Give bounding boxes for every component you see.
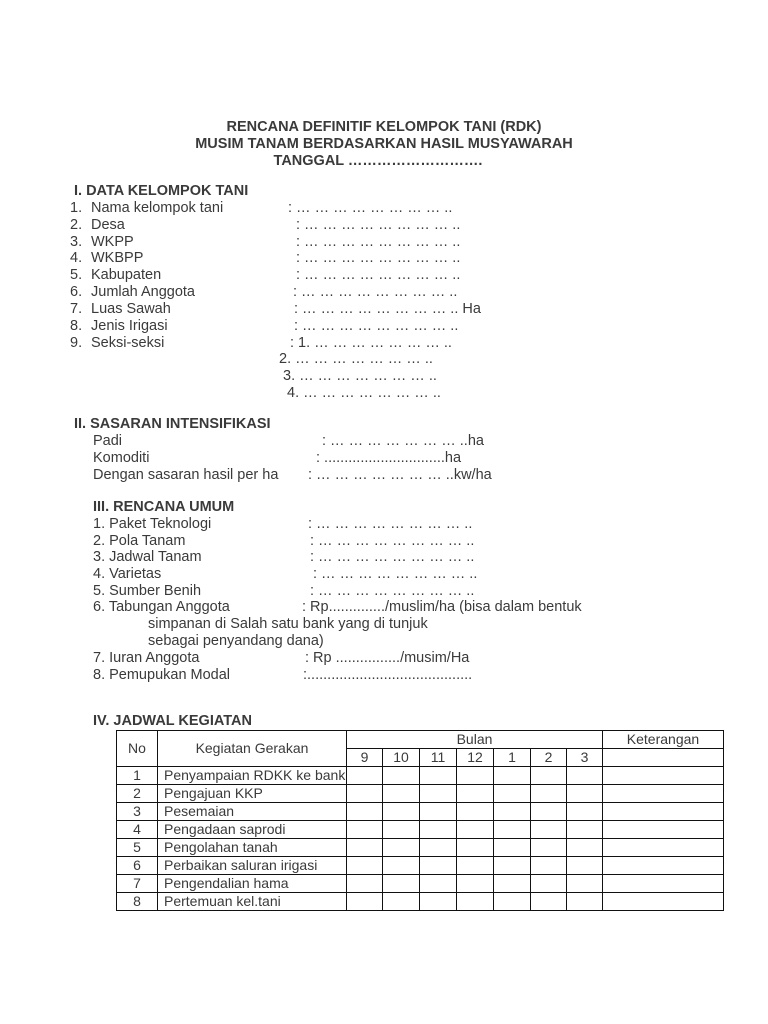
plan-value: :......................................... bbox=[303, 667, 473, 683]
section1-heading: I. DATA KELOMPOK TANI bbox=[74, 183, 249, 199]
month-cell bbox=[531, 785, 567, 803]
item-value: : … … … … … … … … .. bbox=[288, 200, 453, 216]
item-number: 4. bbox=[70, 250, 83, 266]
month-header: 10 bbox=[383, 749, 420, 767]
row-kegiatan: Pesemaian bbox=[158, 803, 347, 821]
month-cell bbox=[531, 893, 567, 911]
row-kegiatan: Pertemuan kel.tani bbox=[158, 893, 347, 911]
item-label: Jenis Irigasi bbox=[91, 318, 168, 334]
month-cell bbox=[420, 821, 457, 839]
item-value: : … … … … … … … … .. bbox=[296, 250, 461, 266]
row-number: 2 bbox=[117, 785, 158, 803]
month-header: 11 bbox=[420, 749, 457, 767]
item-label: Seksi-seksi bbox=[91, 335, 165, 351]
section3-heading: III. RENCANA UMUM bbox=[93, 499, 235, 515]
month-cell bbox=[494, 839, 531, 857]
item-label: Desa bbox=[91, 217, 125, 233]
month-cell bbox=[347, 839, 383, 857]
keterangan-cell bbox=[603, 839, 724, 857]
row-kegiatan: Pengadaan saprodi bbox=[158, 821, 347, 839]
month-cell bbox=[347, 875, 383, 893]
month-cell bbox=[531, 857, 567, 875]
month-cell bbox=[567, 875, 603, 893]
item-number: 9. bbox=[70, 335, 83, 351]
keterangan-cell bbox=[603, 875, 724, 893]
row-kegiatan: Penyampaian RDKK ke bank bbox=[158, 767, 347, 785]
plan-label: 7. Iuran Anggota bbox=[93, 650, 200, 666]
table-row bbox=[117, 803, 724, 821]
table-row bbox=[117, 893, 724, 911]
month-cell bbox=[531, 767, 567, 785]
month-cell bbox=[494, 803, 531, 821]
table-row bbox=[117, 857, 724, 875]
month-cell bbox=[457, 893, 494, 911]
item-number: 1. bbox=[70, 200, 83, 216]
plan-label: 1. Paket Teknologi bbox=[93, 516, 212, 532]
keterangan-cell bbox=[603, 803, 724, 821]
target-label: Padi bbox=[93, 433, 123, 449]
month-cell bbox=[457, 803, 494, 821]
item-label: Luas Sawah bbox=[91, 301, 171, 317]
plan-value: : Rp............../muslim/ha (bisa dalam bentuk bbox=[302, 599, 582, 615]
item-value: : 1. … … … … … … … .. bbox=[290, 335, 452, 351]
month-cell bbox=[347, 767, 383, 785]
doc-title-line3: TANGGAL ………………………. bbox=[273, 153, 483, 169]
item-number: 3. bbox=[70, 234, 83, 250]
month-cell bbox=[494, 821, 531, 839]
doc-title-line1: RENCANA DEFINITIF KELOMPOK TANI (RDK) bbox=[226, 119, 542, 135]
item-value: : … … … … … … … … .. bbox=[296, 267, 461, 283]
row-number: 1 bbox=[117, 767, 158, 785]
header-bulan: Bulan bbox=[347, 731, 603, 749]
header-no: No bbox=[117, 731, 158, 767]
item-label: WKBPP bbox=[91, 250, 144, 266]
month-cell bbox=[531, 875, 567, 893]
month-header: 12 bbox=[457, 749, 494, 767]
month-header: 2 bbox=[531, 749, 567, 767]
item-value: : … … … … … … … … .. bbox=[296, 234, 461, 250]
item-value: : … … … … … … … … .. bbox=[293, 284, 458, 300]
month-cell bbox=[383, 821, 420, 839]
month-cell bbox=[457, 857, 494, 875]
item-number: 8. bbox=[70, 318, 83, 334]
item-number: 7. bbox=[70, 301, 83, 317]
item-label: Kabupaten bbox=[91, 267, 162, 283]
month-cell bbox=[347, 803, 383, 821]
plan-label: 8. Pemupukan Modal bbox=[93, 667, 231, 683]
month-cell bbox=[457, 785, 494, 803]
month-cell bbox=[531, 821, 567, 839]
month-header: 1 bbox=[494, 749, 531, 767]
month-cell bbox=[457, 839, 494, 857]
keterangan-cell bbox=[603, 821, 724, 839]
keterangan-cell bbox=[603, 893, 724, 911]
item-number: 6. bbox=[70, 284, 83, 300]
month-cell bbox=[494, 893, 531, 911]
plan-label: 6. Tabungan Anggota bbox=[93, 599, 230, 615]
section4-heading: IV. JADWAL KEGIATAN bbox=[93, 713, 252, 729]
target-label: Komoditi bbox=[93, 450, 150, 466]
header-kegiatan: Kegiatan Gerakan bbox=[158, 731, 347, 767]
plan-value: : … … … … … … … … .. bbox=[313, 566, 478, 582]
month-cell bbox=[420, 857, 457, 875]
item-label: WKPP bbox=[91, 234, 134, 250]
month-cell bbox=[420, 875, 457, 893]
month-cell bbox=[347, 785, 383, 803]
target-value: : … … … … … … … ..ha bbox=[322, 433, 484, 449]
item-label: Jumlah Anggota bbox=[91, 284, 195, 300]
table-row bbox=[117, 767, 724, 785]
plan-label: 3. Jadwal Tanam bbox=[93, 549, 202, 565]
row-number: 5 bbox=[117, 839, 158, 857]
target-value: : ..............................ha bbox=[316, 450, 462, 466]
table-row bbox=[117, 785, 724, 803]
month-cell bbox=[383, 767, 420, 785]
month-cell bbox=[383, 839, 420, 857]
row-number: 4 bbox=[117, 821, 158, 839]
doc-title-line2: MUSIM TANAM BERDASARKAN HASIL MUSYAWARAH bbox=[195, 136, 573, 152]
keterangan-subheader bbox=[603, 749, 724, 767]
item-value: : … … … … … … … … .. bbox=[294, 318, 459, 334]
month-cell bbox=[383, 893, 420, 911]
month-cell bbox=[457, 875, 494, 893]
row-kegiatan: Pengendalian hama bbox=[158, 875, 347, 893]
seksi-line: 2. … … … … … … … .. bbox=[279, 351, 433, 367]
month-cell bbox=[531, 803, 567, 821]
target-label: Dengan sasaran hasil per ha bbox=[93, 467, 279, 483]
month-cell bbox=[347, 893, 383, 911]
month-cell bbox=[567, 893, 603, 911]
table-row bbox=[117, 821, 724, 839]
month-cell bbox=[420, 893, 457, 911]
seksi-line: 4. … … … … … … … .. bbox=[287, 385, 441, 401]
target-value: : … … … … … … … ..kw/ha bbox=[308, 467, 492, 483]
month-cell bbox=[494, 785, 531, 803]
plan-label: 5. Sumber Benih bbox=[93, 583, 202, 599]
month-cell bbox=[457, 821, 494, 839]
month-cell bbox=[383, 875, 420, 893]
row-number: 3 bbox=[117, 803, 158, 821]
plan-value: : … … … … … … … … .. bbox=[310, 549, 475, 565]
keterangan-cell bbox=[603, 767, 724, 785]
month-cell bbox=[567, 857, 603, 875]
plan-value: : … … … … … … … … .. bbox=[310, 583, 475, 599]
month-cell bbox=[567, 785, 603, 803]
month-cell bbox=[347, 821, 383, 839]
month-cell bbox=[420, 839, 457, 857]
table-row bbox=[117, 839, 724, 857]
plan-label: 4. Varietas bbox=[93, 566, 162, 582]
month-cell bbox=[420, 803, 457, 821]
month-cell bbox=[383, 803, 420, 821]
row-number: 8 bbox=[117, 893, 158, 911]
month-cell bbox=[420, 785, 457, 803]
row-number: 6 bbox=[117, 857, 158, 875]
month-cell bbox=[383, 785, 420, 803]
month-cell bbox=[347, 857, 383, 875]
item-value: : … … … … … … … … .. Ha bbox=[294, 301, 481, 317]
plan-label: 2. Pola Tanam bbox=[93, 533, 186, 549]
month-cell bbox=[383, 857, 420, 875]
table-row bbox=[117, 875, 724, 893]
month-cell bbox=[567, 803, 603, 821]
month-cell bbox=[457, 767, 494, 785]
row-kegiatan: Pengolahan tanah bbox=[158, 839, 347, 857]
tabungan-cont2: sebagai penyandang dana) bbox=[148, 633, 324, 649]
row-number: 7 bbox=[117, 875, 158, 893]
item-number: 2. bbox=[70, 217, 83, 233]
month-header: 9 bbox=[347, 749, 383, 767]
month-cell bbox=[531, 839, 567, 857]
month-header: 3 bbox=[567, 749, 603, 767]
month-cell bbox=[567, 839, 603, 857]
item-label: Nama kelompok tani bbox=[91, 200, 224, 216]
item-number: 5. bbox=[70, 267, 83, 283]
tabungan-cont1: simpanan di Salah satu bank yang di tunjuk bbox=[148, 616, 428, 632]
item-value: : … … … … … … … … .. bbox=[296, 217, 461, 233]
month-cell bbox=[567, 767, 603, 785]
plan-value: : … … … … … … … … .. bbox=[310, 533, 475, 549]
plan-value: : … … … … … … … … .. bbox=[308, 516, 473, 532]
header-keterangan: Keterangan bbox=[603, 731, 724, 749]
month-cell bbox=[494, 875, 531, 893]
keterangan-cell bbox=[603, 857, 724, 875]
plan-value: : Rp ................/musim/Ha bbox=[305, 650, 470, 666]
month-cell bbox=[420, 767, 457, 785]
keterangan-cell bbox=[603, 785, 724, 803]
month-cell bbox=[567, 821, 603, 839]
month-cell bbox=[494, 857, 531, 875]
row-kegiatan: Perbaikan saluran irigasi bbox=[158, 857, 347, 875]
row-kegiatan: Pengajuan KKP bbox=[158, 785, 347, 803]
section2-heading: II. SASARAN INTENSIFIKASI bbox=[74, 416, 271, 432]
month-cell bbox=[494, 767, 531, 785]
jadwal-table bbox=[116, 730, 724, 911]
seksi-line: 3. … … … … … … … .. bbox=[283, 368, 437, 384]
